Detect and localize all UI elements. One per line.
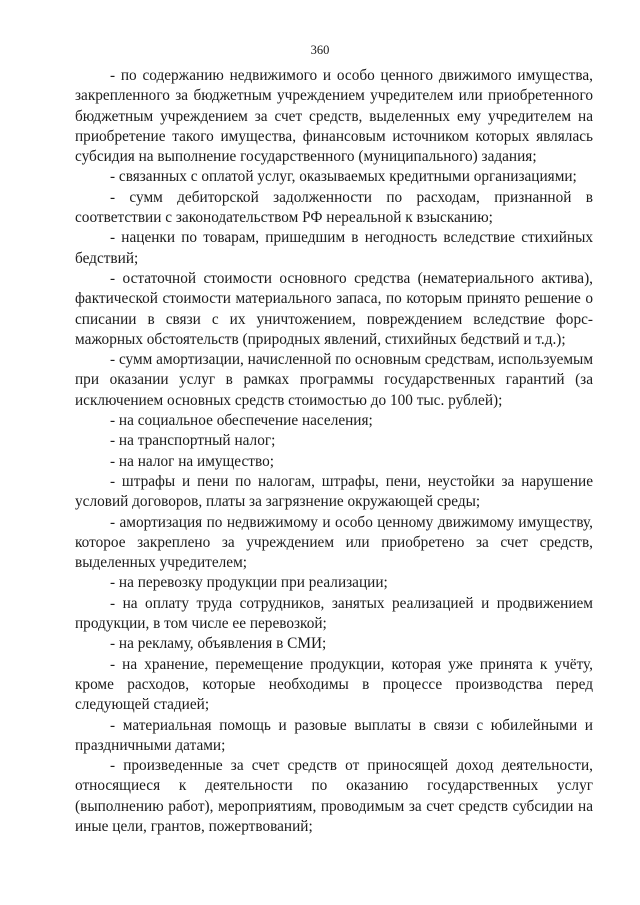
paragraph-credit-services: - связанных с оплатой услуг, оказываемых кредитными организациями;	[110, 168, 577, 186]
paragraph-staff-wages: - на оплату труда сотрудников, занятых реализацией и продвижением продукции, в том числе ее перевозкой;	[75, 594, 593, 633]
paragraph-depreciation-property: - амортизация по недвижимому и особо ценному движимому имуществу, которое закреплено за учреждением или приобретено за счет средств, выделенных учредителем;	[75, 513, 593, 572]
paragraph-property-maintenance: - по содержанию недвижимого и особо ценного движимого имущества, закрепленного за бюджетным учреждением учредителем или приобретенного бюджетным учреждением за счет средств, выделенных ему учредителем на приобретение такого имущества, финансовым источником которых являлась субсидия на выполнение государственного (муниципального) задания;	[75, 67, 593, 166]
paragraph-social-security: - на социальное обеспечение населения;	[110, 412, 373, 430]
paragraph-transport-tax: - на транспортный налог;	[110, 432, 276, 450]
paragraph-income-activity: - произведенные за счет средств от приносящей доход деятельности, относящиеся к деятельности по оказанию государственных услуг (выполнению работ), мероприятиям, проводимым за счет средств субсидии на иные цели, грантов, пожертвований;	[75, 757, 593, 835]
paragraph-residual-value: - остаточной стоимости основного средства (нематериального актива), фактической стоимости материального запаса, по которым принято решение о списании в связи с их уничтожением, повреждением вследствие форс-мажорных обстоятельств (природных явлений, стихийных бедствий и т.д.);	[75, 269, 593, 348]
document-body	[75, 66, 593, 837]
page-number: 360	[310, 43, 330, 57]
paragraph-fines: - штрафы и пени по налогам, штрафы, пени, неустойки за нарушение условий договоров, платы за загрязнение окружающей среды;	[75, 472, 593, 511]
paragraph-receivables: - сумм дебиторской задолженности по расходам, признанной в соответствии с законодательством РФ нереальной к взысканию;	[75, 188, 593, 227]
paragraph-material-aid: - материальная помощь и разовые выплаты в связи с юбилейными и праздничными датами;	[75, 716, 593, 754]
paragraph-storage: - на хранение, перемещение продукции, которая уже принята к учёту, кроме расходов, которые необходимы в процессе производства перед следующей стадией;	[75, 655, 593, 714]
paragraph-markups: - наценки по товарам, пришедшим в негодность вследствие стихийных бедствий;	[75, 229, 593, 267]
paragraph-depreciation-guarantees: - сумм амортизации, начисленной по основным средствам, используемым при оказании услуг в рамках программы государственных гарантий (за исключением основных средств стоимостью до 100 тыс. рублей);	[75, 351, 593, 409]
paragraph-property-tax: - на налог на имущество;	[110, 452, 274, 470]
paragraph-advertising: - на рекламу, объявления в СМИ;	[110, 635, 327, 653]
paragraph-product-transport: - на перевозку продукции при реализации;	[110, 574, 388, 592]
